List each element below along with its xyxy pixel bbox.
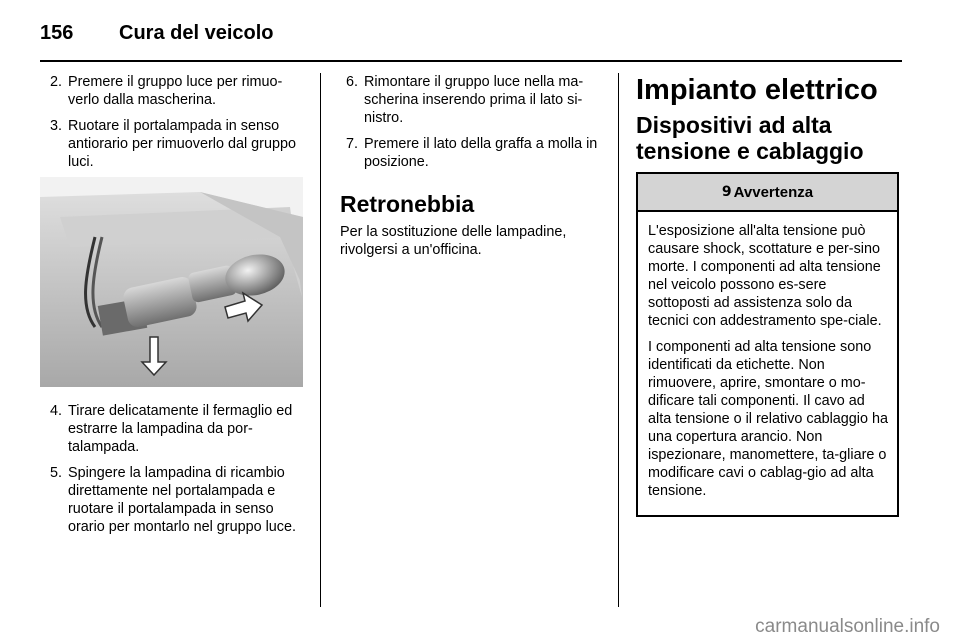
section-text: Per la sostituzione delle lampadine, rivolgersi a un'officina. <box>340 224 567 258</box>
watermark: carmanualsonline.info <box>755 616 940 637</box>
warning-box <box>636 172 899 517</box>
lamp-holder-illustration <box>40 177 303 387</box>
warning-triangle-icon: 9 <box>721 184 732 200</box>
chapter-title: Impianto elettrico <box>636 74 878 106</box>
left-column-bottom <box>44 402 306 544</box>
chapter-subtitle: Dispositivi ad alta tensione e cablaggio <box>636 112 864 164</box>
list-item: 5. Spingere la lampadina di ricambio direttamente nel portalampada e ruotare il portalampada in senso orario per montarlo nel gruppo luce. <box>49 465 296 535</box>
warning-header <box>638 174 897 212</box>
list-item: 7. Premere il lato della graffa a molla in posizione. <box>345 136 598 170</box>
column-divider <box>618 73 619 607</box>
header-rule <box>40 60 902 62</box>
warning-paragraph: I componenti ad alta tensione sono identificati da etichette. Non rimuovere, aprire, smontare o mo-dificare tali componenti. Il cavo ad alta tensione o il relativo cablaggio ha una copertura arancio. Non ispezionare, manomettere, ta-gliare o modificare cavi o cablag-gio ad alta tensione. <box>648 339 889 499</box>
warning-label: Avvertenza <box>733 183 814 201</box>
left-column <box>44 73 306 179</box>
warning-body <box>638 212 897 500</box>
list-item: 4. Tirare delicatamente il fermaglio ed estrarre la lampadina da por-talampada. <box>49 403 293 455</box>
column-divider <box>320 73 321 607</box>
middle-column <box>340 73 604 259</box>
list-item: 2. Premere il gruppo luce per rimuo-verlo dalla mascherina. <box>49 74 283 108</box>
list-item: 3. Ruotare il portalampada in senso antiorario per rimuoverlo dal gruppo luci. <box>49 118 296 170</box>
right-column <box>636 74 902 164</box>
figure-lamp-holder <box>40 177 303 387</box>
list-item: 6. Rimontare il gruppo luce nella ma-scherina inserendo prima il lato si-nistro. <box>345 74 584 126</box>
section-title: Retronebbia <box>340 191 475 217</box>
page-header <box>40 22 274 45</box>
warning-paragraph: L'esposizione all'alta tensione può causare shock, scottature e per-sino morte. I componenti ad alta tensione nel veicolo possono es-sere sottoposti ad assistenza solo da tecnici con addestramento spe-ciale. <box>648 223 882 329</box>
page-title: Cura del veicolo <box>119 22 274 44</box>
page-number: 156 <box>40 22 74 44</box>
